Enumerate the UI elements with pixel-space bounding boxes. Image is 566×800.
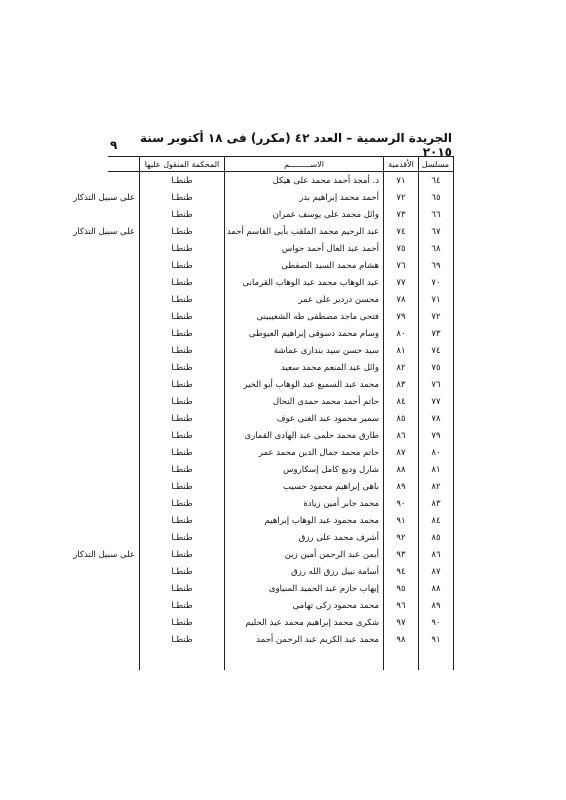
note-cell: [108, 478, 140, 495]
name-cell: محسن دردير على عمر: [225, 291, 384, 308]
court-cell: طنطـا: [140, 274, 225, 291]
court-cell: طنطـا: [140, 393, 225, 410]
table-row: [108, 393, 454, 410]
note-cell: [108, 376, 140, 393]
seniority-cell: ٧٢: [384, 189, 419, 206]
page-header: [110, 131, 452, 159]
table-row: [108, 223, 454, 240]
seniority-cell: ٨٠: [384, 325, 419, 342]
table-row: [108, 444, 454, 461]
seniority-cell: ٩٧: [384, 614, 419, 631]
note-cell: [108, 342, 140, 359]
name-cell: حاتم أحمد محمد حمدى النحال: [225, 393, 384, 410]
seniority-cell: ٨٨: [384, 461, 419, 478]
name-cell: أشرف محمد على رزق: [225, 529, 384, 546]
court-cell: طنطـا: [140, 614, 225, 631]
table-row: [108, 614, 454, 631]
name-cell: حاتم محمد جمال الدين محمد عمر: [225, 444, 384, 461]
note-cell: [108, 563, 140, 580]
serial-cell: ٦٩: [419, 257, 454, 274]
seniority-cell: ٨٩: [384, 478, 419, 495]
name-cell: عبد الوهاب محمد عبد الوهاب القرمانى: [225, 274, 384, 291]
court-cell: طنطـا: [140, 223, 225, 240]
serial-cell: ٨٠: [419, 444, 454, 461]
court-cell: طنطـا: [140, 172, 225, 190]
serial-cell: ٧٢: [419, 308, 454, 325]
serial-cell: ٦٤: [419, 172, 454, 190]
court-cell: طنطـا: [140, 563, 225, 580]
name-cell: وسام محمد دسوقى إبراهيم العيوطى: [225, 325, 384, 342]
table-row: [108, 529, 454, 546]
seniority-cell: ٧٣: [384, 206, 419, 223]
note-cell: [108, 359, 140, 376]
court-cell: طنطـا: [140, 427, 225, 444]
note-cell: [108, 206, 140, 223]
court-cell: طنطـا: [140, 444, 225, 461]
name-cell: أيمن عبد الرحمن أمين زين: [225, 546, 384, 563]
note-cell: [108, 444, 140, 461]
note-cell: [108, 597, 140, 614]
court-cell: طنطـا: [140, 580, 225, 597]
name-cell: وائل عبد المنعم محمد سعيد: [225, 359, 384, 376]
name-cell: سيد حسن سيد بندارى عماشة: [225, 342, 384, 359]
serial-cell: ٩١: [419, 631, 454, 648]
note-cell: [108, 240, 140, 257]
seniority-cell: ٩٤: [384, 563, 419, 580]
col-court: المحكمة المنقول عليها: [140, 157, 225, 172]
empty-cell: [225, 648, 384, 670]
gazette-title: الجريدة الرسمية – العدد ٤٢ (مكرر) فى ١٨ أكتوبر سنة ٢٠١٥: [140, 131, 452, 159]
table-row: [108, 580, 454, 597]
serial-cell: ٧٨: [419, 410, 454, 427]
seniority-cell: ٩٣: [384, 546, 419, 563]
court-cell: طنطـا: [140, 529, 225, 546]
serial-cell: ٧٩: [419, 427, 454, 444]
serial-cell: ٧٤: [419, 342, 454, 359]
serial-cell: ٦٥: [419, 189, 454, 206]
seniority-cell: ٨١: [384, 342, 419, 359]
seniority-cell: ٨٢: [384, 359, 419, 376]
serial-cell: ٧٥: [419, 359, 454, 376]
page-number: ٩: [110, 138, 118, 152]
table-row: [108, 240, 454, 257]
name-cell: محمد محمود عبد الوهاب إبراهيم: [225, 512, 384, 529]
court-cell: طنطـا: [140, 206, 225, 223]
table-row: [108, 512, 454, 529]
table-row: [108, 546, 454, 563]
table-row: [108, 172, 454, 190]
table-row: [108, 410, 454, 427]
serial-cell: ٧٠: [419, 274, 454, 291]
seniority-cell: ٧٨: [384, 291, 419, 308]
note-cell: [108, 410, 140, 427]
serial-cell: ٨٢: [419, 478, 454, 495]
court-cell: طنطـا: [140, 410, 225, 427]
note-cell: [108, 529, 140, 546]
seniority-cell: ٨٧: [384, 444, 419, 461]
note-cell: [108, 172, 140, 190]
serial-cell: ٨٨: [419, 580, 454, 597]
note-cell: [108, 495, 140, 512]
court-cell: طنطـا: [140, 376, 225, 393]
name-cell: باهى إبراهيم محمود حسيب: [225, 478, 384, 495]
name-cell: سمير محمود عبد الغنى عوف: [225, 410, 384, 427]
table-row: [108, 597, 454, 614]
court-cell: طنطـا: [140, 257, 225, 274]
seniority-cell: ٨٦: [384, 427, 419, 444]
note-cell: [108, 461, 140, 478]
court-cell: طنطـا: [140, 512, 225, 529]
court-cell: طنطـا: [140, 478, 225, 495]
serial-cell: ٧١: [419, 291, 454, 308]
court-cell: طنطـا: [140, 325, 225, 342]
court-cell: طنطـا: [140, 359, 225, 376]
note-cell: [108, 580, 140, 597]
serial-cell: ٨٧: [419, 563, 454, 580]
note-cell: [108, 274, 140, 291]
empty-cell: [140, 648, 225, 670]
col-name: الاســـــــــم: [225, 157, 384, 172]
serial-cell: ٧٣: [419, 325, 454, 342]
court-cell: طنطـا: [140, 291, 225, 308]
table-row: [108, 308, 454, 325]
name-cell: إيهاب حازم عبد الحميد المنياوى: [225, 580, 384, 597]
table-row: [108, 461, 454, 478]
serial-cell: ٧٧: [419, 393, 454, 410]
seniority-cell: ٩١: [384, 512, 419, 529]
seniority-cell: ٧٥: [384, 240, 419, 257]
court-cell: طنطـا: [140, 342, 225, 359]
name-cell: محمد جابر أمين زيادة: [225, 495, 384, 512]
name-cell: شكرى محمد إبراهيم محمد عبد الحليم: [225, 614, 384, 631]
name-cell: عبد الرحيم محمد الملقب بأبى القاسم أحمد: [225, 223, 384, 240]
filler-row: [108, 648, 454, 670]
name-cell: أسامة نبيل رزق الله رزق: [225, 563, 384, 580]
note-cell: [108, 512, 140, 529]
serial-cell: ٨٩: [419, 597, 454, 614]
name-cell: أحمد عبد العال أحمد حواس: [225, 240, 384, 257]
table-header: [108, 157, 454, 172]
serial-cell: ٨٦: [419, 546, 454, 563]
serial-cell: ٨٤: [419, 512, 454, 529]
note-cell: على سبيل التذكار: [108, 189, 140, 206]
table-row: [108, 189, 454, 206]
table-row: [108, 495, 454, 512]
seniority-cell: ٨٤: [384, 393, 419, 410]
table-row: [108, 376, 454, 393]
name-cell: محمد عبد السميع عبد الوهاب أبو الخير: [225, 376, 384, 393]
name-cell: أحمد محمد إبراهيم بدر: [225, 189, 384, 206]
seniority-cell: ٧١: [384, 172, 419, 190]
table-row: [108, 325, 454, 342]
court-cell: طنطـا: [140, 597, 225, 614]
seniority-cell: ٩٦: [384, 597, 419, 614]
court-cell: طنطـا: [140, 240, 225, 257]
seniority-cell: ٩٠: [384, 495, 419, 512]
empty-cell: [108, 648, 140, 670]
serial-cell: ٨٣: [419, 495, 454, 512]
name-cell: وائل محمد على يوسف عمران: [225, 206, 384, 223]
seniority-cell: ٨٥: [384, 410, 419, 427]
note-cell: [108, 631, 140, 648]
col-note: [108, 157, 140, 172]
serial-cell: ٦٧: [419, 223, 454, 240]
seniority-cell: ٧٧: [384, 274, 419, 291]
empty-cell: [419, 648, 454, 670]
col-serial: مسلسل: [419, 157, 454, 172]
empty-cell: [384, 648, 419, 670]
seniority-cell: ٨٣: [384, 376, 419, 393]
table-row: [108, 257, 454, 274]
serial-cell: ٨٥: [419, 529, 454, 546]
court-cell: طنطـا: [140, 546, 225, 563]
court-cell: طنطـا: [140, 631, 225, 648]
table-row: [108, 206, 454, 223]
serial-cell: ٩٠: [419, 614, 454, 631]
table-row: [108, 427, 454, 444]
note-cell: [108, 614, 140, 631]
table-body: [73, 172, 454, 671]
table-row: [108, 563, 454, 580]
serial-cell: ٧٦: [419, 376, 454, 393]
name-cell: محمد محمود زكى تهامى: [225, 597, 384, 614]
note-cell: [108, 308, 140, 325]
table-row: [108, 359, 454, 376]
court-cell: طنطـا: [140, 461, 225, 478]
note-cell: [108, 257, 140, 274]
table-row: [108, 631, 454, 648]
table-row: [108, 274, 454, 291]
note-cell: [108, 393, 140, 410]
table-row: [108, 342, 454, 359]
serial-cell: ٦٦: [419, 206, 454, 223]
note-cell: [108, 291, 140, 308]
note-cell: [108, 325, 140, 342]
seniority-cell: ٧٦: [384, 257, 419, 274]
name-cell: طارق محمد حلمى عبد الهادى القمارى: [225, 427, 384, 444]
name-cell: فتحى ماجد مصطفى طه الشعيبينى: [225, 308, 384, 325]
seniority-cell: ٩٨: [384, 631, 419, 648]
court-cell: طنطـا: [140, 189, 225, 206]
name-cell: هشام محمد السيد الصفطى: [225, 257, 384, 274]
name-cell: محمد عبد الكريم عبد الرحمن أحمد: [225, 631, 384, 648]
table-row: [108, 291, 454, 308]
seniority-cell: ٧٩: [384, 308, 419, 325]
court-cell: طنطـا: [140, 495, 225, 512]
serial-cell: ٨١: [419, 461, 454, 478]
name-cell: شارل وديع كامل إسكاروس: [225, 461, 384, 478]
name-cell: د. أمجد أحمد محمد على هيكل: [225, 172, 384, 190]
col-seniority: الأقدمية: [384, 157, 419, 172]
court-cell: طنطـا: [140, 308, 225, 325]
note-cell: [108, 427, 140, 444]
seniority-cell: ٩٥: [384, 580, 419, 597]
transfer-table: [73, 156, 454, 670]
seniority-cell: ٩٢: [384, 529, 419, 546]
table-row: [108, 478, 454, 495]
note-cell: على سبيل التذكار: [108, 546, 140, 563]
serial-cell: ٦٨: [419, 240, 454, 257]
seniority-cell: ٧٤: [384, 223, 419, 240]
note-cell: على سبيل التذكار: [108, 223, 140, 240]
